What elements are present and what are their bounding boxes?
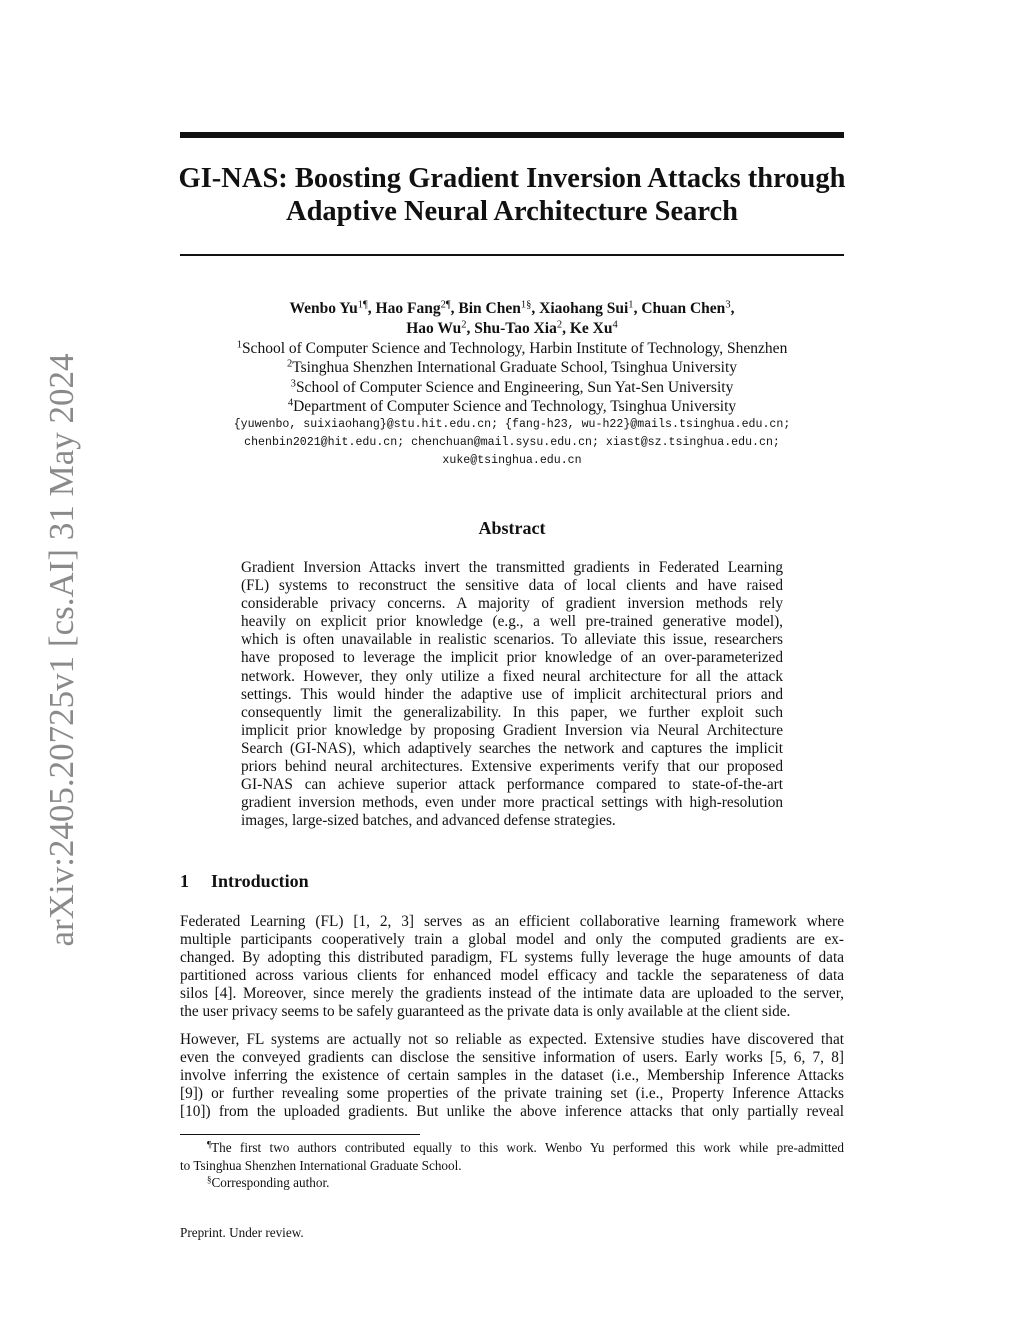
paragraph-line: Federated Learning (FL) [1, 2, 3] serves as an efficient collaborative learning framework where (180, 913, 844, 930)
affiliation-text: Tsinghua Shenzhen International Graduate School, Tsinghua University (292, 359, 738, 377)
affiliation-text: Department of Computer Science and Technology, Tsinghua University (293, 397, 737, 415)
author-mark: 1 (628, 299, 634, 311)
author-mark: 2 (461, 319, 467, 331)
paragraph-line: [9]) or further revealing some properties of the private training set (i.e., Property Inference Attacks (180, 1085, 844, 1103)
section-heading-introduction (180, 869, 580, 893)
abstract-line: which is often unavailable in realistic scenarios. To alleviate this issue, researchers (241, 631, 783, 649)
paragraph-line: [10]) from the uploaded gradients. But unlike the above inference attacks that only partially reveal (180, 1103, 844, 1121)
abstract-line: settings. This would hinder the adaptive use of implicit architectural priors and (241, 685, 783, 703)
author-name: Xiaohang Sui (539, 300, 629, 317)
author-mark: 4 (612, 319, 618, 331)
abstract-line: network. However, they only utilize a fixed neural architecture for all the attack (241, 667, 783, 685)
abstract-line: heavily on explicit prior knowledge (e.g., a well pre-trained generative model), (241, 613, 783, 631)
abstract-line: images, large-sized batches, and advanced defense strategies. (241, 812, 616, 830)
footnote-2 (180, 1174, 844, 1192)
footnote-1-line-1 (180, 1139, 844, 1157)
abstract-line: gradient inversion methods, even under more practical settings with high-resolution (241, 794, 783, 812)
affiliation-mark: 3 (290, 378, 296, 390)
paragraph-line: even the conveyed gradients can disclose the sensitive information of users. Early works [5, 6, 7, 8] (180, 1049, 844, 1067)
section-number: 1 (180, 871, 189, 891)
author-mark: 2 (556, 319, 563, 331)
title-line-1: GI-NAS: Boosting Gradient Inversion Attacks through (178, 163, 846, 194)
author-mark: 3 (725, 299, 731, 311)
abstract-line: GI-NAS can achieve superior attack performance compared to state-of-the-art (241, 776, 783, 794)
author-mark: 2¶ (440, 299, 451, 311)
abstract-line: Search (GI-NAS), which adaptively searches the network and captures the implicit (241, 739, 783, 757)
email-line: {yuwenbo, suixiaohang}@stu.hit.edu.cn; {fang-h23, wu-h22}@mails.tsinghua.edu.cn; (233, 418, 791, 431)
abstract-line: priors behind neural architectures. Extensive experiments verify that our proposed (241, 758, 783, 776)
affiliation-2 (180, 358, 844, 377)
affiliation-mark: 2 (286, 359, 293, 371)
affiliation-text: School of Computer Science and Engineering, Sun Yat-Sen University (295, 378, 734, 396)
footnote-text: The first two authors contributed equally to this work. Wenbo Yu performed this work while pre-admitted (211, 1140, 844, 1155)
affiliation-4 (180, 397, 844, 416)
author-name: Hao Wu (406, 320, 462, 337)
email-line: chenbin2021@hit.edu.cn; chenchuan@mail.sysu.edu.cn; xiast@sz.tsinghua.edu.cn; (244, 436, 780, 449)
abstract-body (241, 559, 783, 830)
author-name: Bin Chen (458, 300, 521, 317)
paragraph-line: silos [4]. Moreover, since merely the gradients instead of the intimate data are uploaded to the server, (180, 985, 844, 1003)
footnote-1-line-2: to Tsinghua Shenzhen International Graduate School. (180, 1157, 462, 1173)
author-mark: 1§ (520, 299, 532, 311)
title-line-2: Adaptive Neural Architecture Search (286, 196, 738, 227)
title-bottom-rule (180, 254, 844, 256)
affiliation-3 (180, 378, 844, 397)
abstract-line: considerable privacy concerns. A majority of gradient inversion methods rely (241, 595, 783, 613)
paragraph-line: partitioned across various clients for enhanced model efficacy and tackle the separateness of data (180, 967, 844, 985)
arxiv-identifier: arXiv:2405.20725v1 [cs.AI] 31 May 2024 (42, 353, 81, 947)
abstract-line: Gradient Inversion Attacks invert the transmitted gradients in Federated Learning (241, 559, 783, 576)
author-name: Wenbo Yu (289, 300, 358, 317)
paper-title (170, 162, 854, 228)
intro-paragraph-1 (180, 913, 844, 1022)
abstract-line: implicit prior knowledge by proposing Gradient Inversion via Neural Architecture (241, 721, 783, 739)
email-line: xuke@tsinghua.edu.cn (442, 454, 582, 467)
section-title: Introduction (211, 871, 309, 891)
affiliation-1 (180, 339, 844, 358)
abstract-line: have proposed to leverage the implicit prior knowledge of an over-parameterized (241, 649, 783, 667)
affiliation-mark: 4 (287, 397, 294, 409)
affiliation-mark: 1 (236, 339, 242, 351)
author-line-1: Wenbo $Yu^{1\P}$, Hao Fang$^{2\P}$, Bin Chen$^{1\S}$, Xiaohang Sui$^1$, Chuan Chen$^3$, (289, 299, 735, 317)
author-name: Hao Fang (375, 300, 441, 317)
abstract-line: (FL) systems to reconstruct the sensitive data of local clients and have raised (241, 577, 783, 595)
title-top-rule (180, 132, 844, 138)
author-name: Chuan Chen (641, 300, 726, 317)
author-list (180, 299, 844, 339)
paragraph-line: However, FL systems are actually not so reliable as expected. Extensive studies have discovered that (180, 1031, 844, 1048)
author-line-2: Hao Wu$^2$, Shu-Tao Xia$^2$, Ke Xu$^4$ (406, 319, 618, 337)
author-name: Shu-Tao Xia (474, 320, 557, 337)
paragraph-line: involve inferring the existence of certain samples in the dataset (i.e., Membership Inference Attacks (180, 1067, 844, 1085)
footnote-rule (180, 1134, 420, 1135)
author-emails (170, 416, 854, 470)
affiliations (180, 339, 844, 416)
author-name: Ke Xu (569, 320, 613, 337)
paragraph-line: the user privacy seems to be safely guaranteed as the private data is only available at the client side. (180, 1003, 791, 1021)
footnote-mark: § (207, 1174, 212, 1185)
abstract-heading: Abstract (478, 518, 546, 538)
preprint-note: Preprint. Under review. (180, 1225, 304, 1240)
paragraph-line: multiple participants cooperatively train a global model and only the computed gradients are ex- (180, 931, 844, 949)
affiliation-text: School of Computer Science and Technology, Harbin Institute of Technology, Shenzhen (241, 340, 788, 357)
author-mark: 1¶ (357, 299, 368, 311)
footnotes (180, 1139, 844, 1192)
footnote-mark: ¶ (207, 1139, 212, 1150)
paragraph-line: changed. By adopting this distributed paradigm, FL systems fully leverage the huge amounts of data (180, 949, 844, 967)
intro-paragraph-2 (180, 1031, 844, 1121)
footnote-text: Corresponding author. (211, 1175, 330, 1190)
abstract-line: consequently limit the generalizability. In this paper, we further exploit such (241, 703, 783, 721)
